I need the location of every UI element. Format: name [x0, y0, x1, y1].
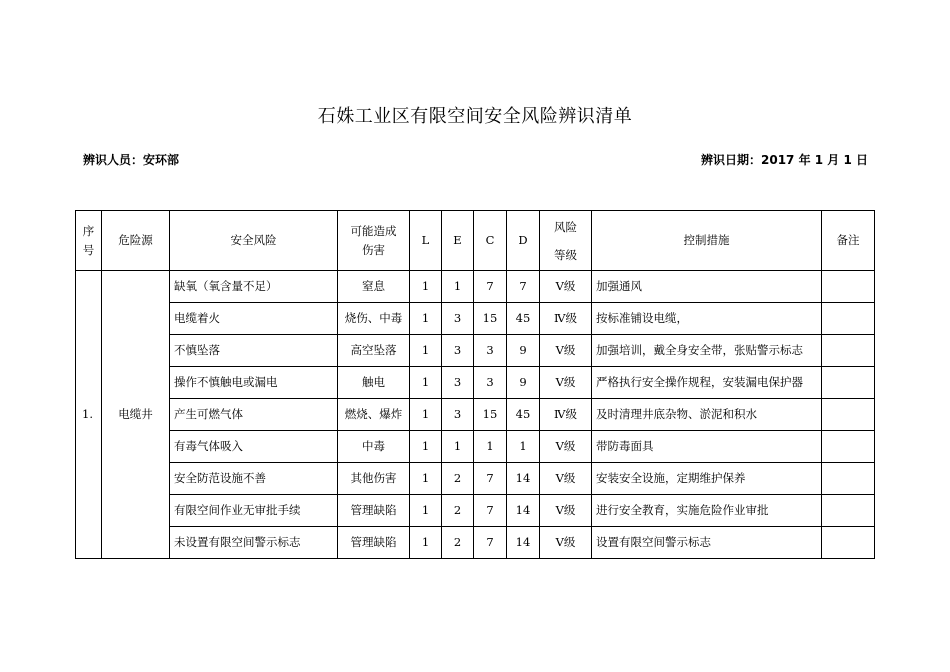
cell-measure: 加强培训，戴全身安全带，张贴警示标志: [592, 335, 822, 367]
cell-L: 1: [410, 335, 442, 367]
cell-measure: 按标准铺设电缆，: [592, 303, 822, 335]
cell-remark: [822, 495, 875, 527]
cell-measure: 及时清理井底杂物、淤泥和积水: [592, 399, 822, 431]
table-row: [76, 495, 875, 527]
cell-D: 45: [507, 399, 540, 431]
cell-remark: [822, 367, 875, 399]
cell-level: Ⅴ级: [540, 431, 592, 463]
cell-level: Ⅳ级: [540, 303, 592, 335]
cell-risk: 有毒气体吸入: [170, 431, 338, 463]
cell-risk: 安全防范设施不善: [170, 463, 338, 495]
table-row: [76, 463, 875, 495]
cell-remark: [822, 271, 875, 303]
cell-remark: [822, 399, 875, 431]
cell-remark: [822, 303, 875, 335]
cell-harm: 触电: [338, 367, 410, 399]
cell-harm: 燃烧、爆炸: [338, 399, 410, 431]
cell-harm: 管理缺陷: [338, 527, 410, 559]
risk-table: [75, 210, 875, 559]
table-row: [76, 431, 875, 463]
table-header-row: [76, 211, 875, 271]
cell-measure: 加强通风: [592, 271, 822, 303]
cell-L: 1: [410, 431, 442, 463]
document-title: 石姝工业区有限空间安全风险辨识清单: [317, 106, 633, 127]
header-hazard-source: 危险源: [102, 211, 170, 271]
cell-L: 1: [410, 495, 442, 527]
cell-level: Ⅳ级: [540, 399, 592, 431]
header-harm: [338, 211, 410, 271]
header-level: [540, 211, 592, 271]
header-remarks: 备注: [822, 211, 875, 271]
cell-E: 3: [442, 303, 474, 335]
cell-C: 7: [474, 463, 507, 495]
header-measures: 控制措施: [592, 211, 822, 271]
cell-level: Ⅴ级: [540, 367, 592, 399]
cell-risk: 有限空间作业无审批手续: [170, 495, 338, 527]
identifier-label: 辨识人员：安环部: [83, 153, 180, 167]
cell-D: 7: [507, 271, 540, 303]
cell-risk: 操作不慎触电或漏电: [170, 367, 338, 399]
cell-harm: 高空坠落: [338, 335, 410, 367]
cell-harm: 中毒: [338, 431, 410, 463]
cell-D: 14: [507, 463, 540, 495]
cell-C: 3: [474, 367, 507, 399]
cell-risk: 产生可燃气体: [170, 399, 338, 431]
table-row: [76, 527, 875, 559]
cell-level: Ⅴ级: [540, 527, 592, 559]
cell-L: 1: [410, 399, 442, 431]
cell-D: 14: [507, 527, 540, 559]
group-seq: 1.: [76, 271, 102, 559]
cell-E: 1: [442, 431, 474, 463]
cell-C: 3: [474, 335, 507, 367]
cell-L: 1: [410, 367, 442, 399]
cell-E: 2: [442, 527, 474, 559]
cell-remark: [822, 431, 875, 463]
cell-remark: [822, 527, 875, 559]
cell-measure: 进行安全教育，实施危险作业审批: [592, 495, 822, 527]
cell-D: 9: [507, 367, 540, 399]
cell-E: 3: [442, 335, 474, 367]
cell-E: 3: [442, 367, 474, 399]
cell-level: Ⅴ级: [540, 495, 592, 527]
table-row: [76, 367, 875, 399]
table-row: [76, 335, 875, 367]
cell-L: 1: [410, 303, 442, 335]
cell-level: Ⅴ级: [540, 271, 592, 303]
header-seq-line1: 序: [82, 223, 95, 238]
cell-E: 1: [442, 271, 474, 303]
cell-C: 1: [474, 431, 507, 463]
cell-D: 45: [507, 303, 540, 335]
cell-C: 7: [474, 495, 507, 527]
header-E: E: [442, 211, 474, 271]
cell-level: Ⅴ级: [540, 463, 592, 495]
cell-remark: [822, 463, 875, 495]
cell-harm: 管理缺陷: [338, 495, 410, 527]
cell-C: 7: [474, 271, 507, 303]
cell-C: 15: [474, 303, 507, 335]
table-row: [76, 399, 875, 431]
cell-harm: 烧伤、中毒: [338, 303, 410, 335]
date-label: 辨识日期：2017 年 1 月 1 日: [701, 153, 868, 167]
table-row: [76, 271, 875, 303]
header-level-line2: 等级: [554, 247, 577, 262]
cell-measure: 设置有限空间警示标志: [592, 527, 822, 559]
cell-D: 9: [507, 335, 540, 367]
header-seq: [76, 211, 102, 271]
table-row: [76, 303, 875, 335]
cell-remark: [822, 335, 875, 367]
cell-C: 7: [474, 527, 507, 559]
header-seq-line2: 号: [82, 242, 95, 257]
cell-L: 1: [410, 271, 442, 303]
cell-L: 1: [410, 463, 442, 495]
cell-harm: 其他伤害: [338, 463, 410, 495]
cell-C: 15: [474, 399, 507, 431]
cell-harm: 窒息: [338, 271, 410, 303]
cell-L: 1: [410, 527, 442, 559]
header-harm-line2: 伤害: [362, 242, 385, 257]
cell-E: 2: [442, 463, 474, 495]
header-D: D: [507, 211, 540, 271]
header-C: C: [474, 211, 507, 271]
cell-E: 2: [442, 495, 474, 527]
cell-measure: 严格执行安全操作规程，安装漏电保护器: [592, 367, 822, 399]
cell-risk: 电缆着火: [170, 303, 338, 335]
header-risk: 安全风险: [170, 211, 338, 271]
cell-D: 1: [507, 431, 540, 463]
cell-measure: 带防毒面具: [592, 431, 822, 463]
cell-risk: 缺氧（氧含量不足）: [170, 271, 338, 303]
cell-D: 14: [507, 495, 540, 527]
header-level-line1: 风险: [554, 219, 577, 234]
header-L: L: [410, 211, 442, 271]
cell-E: 3: [442, 399, 474, 431]
cell-measure: 安装安全设施，定期维护保养: [592, 463, 822, 495]
cell-risk: 未设置有限空间警示标志: [170, 527, 338, 559]
header-harm-line1: 可能造成: [350, 223, 397, 238]
group-hazard-source: 电缆井: [102, 271, 170, 559]
cell-risk: 不慎坠落: [170, 335, 338, 367]
cell-level: Ⅴ级: [540, 335, 592, 367]
